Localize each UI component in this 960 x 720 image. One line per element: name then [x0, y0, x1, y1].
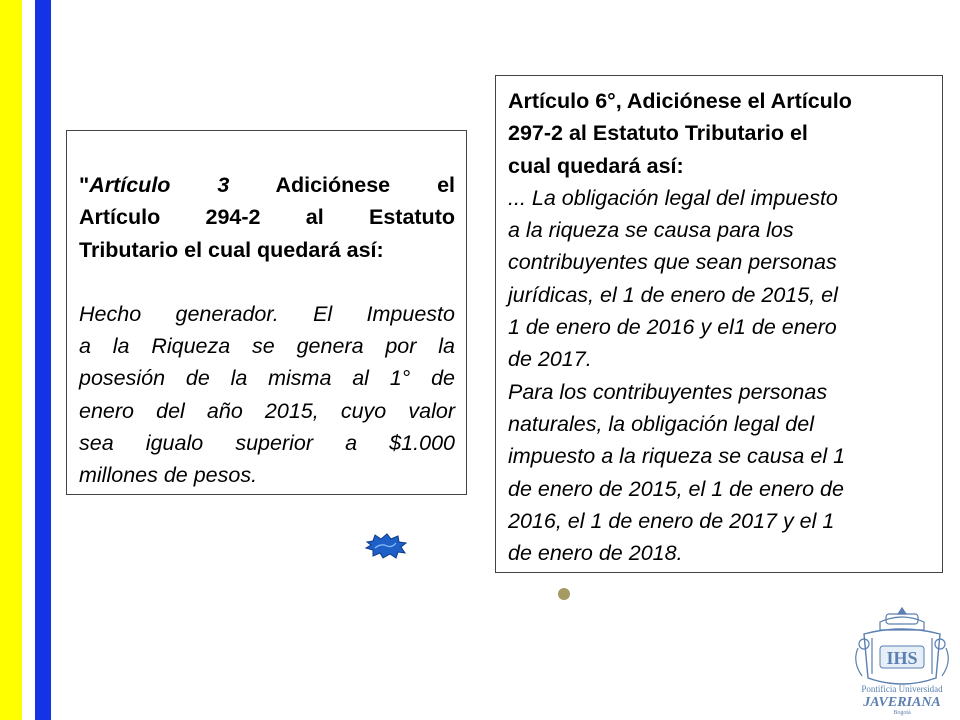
bullet-dot: [558, 588, 570, 600]
right-heading-line: cual quedará así:: [508, 153, 684, 178]
left-body-line: sea igualo superior a $1.000: [79, 431, 455, 456]
left-body-line: posesión de la misma al 1° de: [79, 366, 455, 391]
left-heading-line-2: Artículo 294-2 al Estatuto: [79, 205, 455, 230]
left-body-line: millones de pesos.: [79, 463, 258, 488]
blue-stripe: [35, 0, 51, 720]
left-heading-line-3: Tributario el cual quedará así:: [79, 237, 384, 262]
right-para2-line: de enero de 2018.: [508, 541, 683, 566]
right-para2-line: de enero de 2015, el 1 de enero de: [508, 476, 844, 501]
yellow-stripe: [0, 0, 22, 720]
right-para2-line: 2016, el 1 de enero de 2017 y el 1: [508, 508, 835, 533]
right-para1-line: ... La obligación legal del impuesto: [508, 185, 838, 210]
logo-line-2: JAVERIANA: [863, 695, 941, 710]
right-para1-line: contribuyentes que sean personas: [508, 250, 837, 275]
right-para2-line: impuesto a la riqueza se causa el 1: [508, 444, 846, 469]
university-logo: [852, 604, 952, 716]
left-body-line: enero del año 2015, cuyo valor: [79, 398, 455, 423]
logo-line-3: Bogotá: [893, 710, 911, 716]
starburst-icon: [365, 532, 407, 560]
left-body-line: a la Riqueza se genera por la: [79, 334, 455, 359]
article-3-box: [66, 130, 467, 495]
article-6-box: [495, 75, 943, 573]
right-para1-line: a la riqueza se causa para los: [508, 218, 794, 243]
right-para1-line: 1 de enero de 2016 y el1 de enero: [508, 315, 837, 340]
logo-monogram: IHS: [886, 648, 918, 668]
left-heading-line-1: "Artículo 3 Adiciónese el: [79, 173, 455, 197]
right-para1-line: de 2017.: [508, 347, 592, 372]
logo-line-1: Pontificia Universidad: [861, 684, 943, 694]
left-body-line: Hecho generador. El Impuesto: [79, 301, 455, 326]
right-heading-line: Artículo 6°, Adiciónese el Artículo: [508, 89, 852, 113]
right-heading-line: 297-2 al Estatuto Tributario el: [508, 121, 808, 146]
right-para2-line: Para los contribuyentes personas: [508, 379, 828, 404]
right-para2-line: naturales, la obligación legal del: [508, 411, 814, 436]
right-para1-line: jurídicas, el 1 de enero de 2015, el: [508, 282, 838, 307]
